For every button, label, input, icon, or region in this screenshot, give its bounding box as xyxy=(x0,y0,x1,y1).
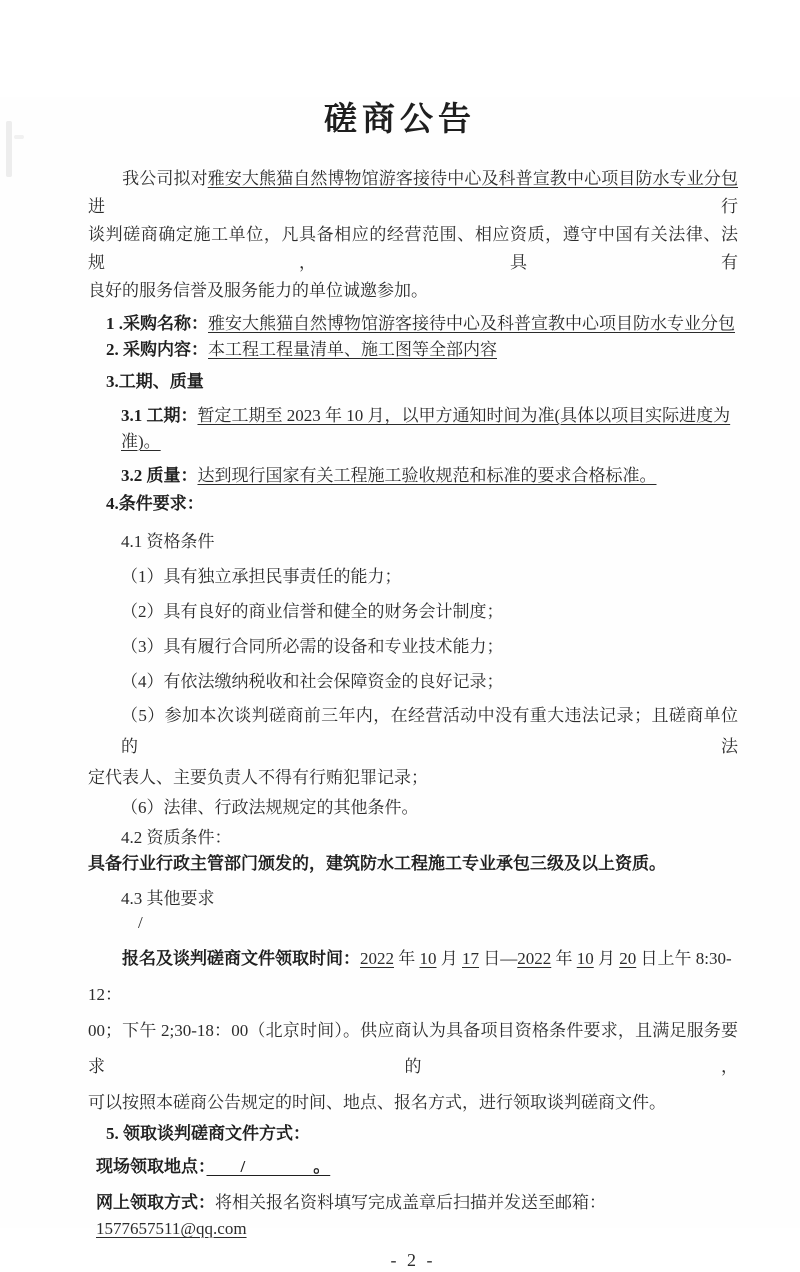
document-page xyxy=(0,97,800,1270)
condition-6: （6）法律、行政法规规定的其他条件。 xyxy=(121,798,419,817)
reg-year2: 2022 xyxy=(517,949,552,968)
reg-line1-tail: 日上午 8:30-12： xyxy=(88,949,732,1004)
onsite-label: 现场领取地点： xyxy=(96,1157,207,1176)
scan-artifact xyxy=(14,135,24,139)
reg-day1: 17 xyxy=(462,949,479,968)
intro-line-3: 良好的服务信誉及服务能力的单位诚邀参加。 xyxy=(88,281,428,300)
onsite-blank: / 。 xyxy=(206,1157,331,1176)
reg-month1: 10 xyxy=(419,949,437,968)
credential-heading: 4.2 资质条件： xyxy=(121,828,232,847)
schedule-heading: 3.工期、质量 xyxy=(106,372,204,391)
registration-label: 报名及谈判磋商文件领取时间： xyxy=(122,949,360,968)
condition-5-line-2: 定代表人、主要负责人不得有行贿犯罪记录； xyxy=(88,768,428,787)
condition-5-line-1: （5）参加本次谈判磋商前三年内，在经营活动中没有重大违法记录；且磋商单位的法 xyxy=(121,706,738,756)
procurement-content-value: 本工程工程量清单、施工图等全部内容 xyxy=(208,340,497,359)
other-requirements-heading: 4.3 其他要求 xyxy=(121,889,215,908)
reg-sep: 日— xyxy=(479,949,518,968)
intro-tail: 进行 xyxy=(88,197,738,216)
quality-row xyxy=(88,463,738,489)
reg-sep: 年 xyxy=(551,949,577,968)
quality-label: 3.2 质量： xyxy=(121,466,198,485)
intro-line-1 xyxy=(88,165,738,221)
reg-sep: 年 xyxy=(394,949,420,968)
procurement-name-label: 1 .采购名称： xyxy=(106,314,208,333)
registration-line-1 xyxy=(88,941,738,1013)
online-email: 1577657511@qq.com xyxy=(96,1219,247,1238)
reg-year1: 2022 xyxy=(360,949,394,968)
online-label: 网上领取方式： xyxy=(96,1193,215,1212)
reg-sep: 月 xyxy=(593,949,620,968)
other-requirements-value: / xyxy=(138,913,143,932)
duration-value: 暂定工期至 2023 年 10 月，以甲方通知时间为准(具体以项目实际进度为准)。 xyxy=(121,406,731,451)
condition-1: （1）具有独立承担民事责任的能力； xyxy=(121,567,402,586)
procurement-name-value: 雅安大熊猫自然博物馆游客接待中心及科普宣教中心项目防水专业分包 xyxy=(208,314,735,333)
duration-row xyxy=(88,403,738,455)
duration-label: 3.1 工期： xyxy=(121,406,198,425)
intro-line-2: 谈判磋商确定施工单位，凡具备相应的经营范围、相应资质，遵守中国有关法律、法规，具有 xyxy=(88,225,738,272)
reg-day2: 20 xyxy=(619,949,637,968)
intro-paragraph xyxy=(88,165,738,305)
page-title: 磋商公告 xyxy=(324,102,476,138)
qualification-heading: 4.1 资格条件 xyxy=(121,532,215,551)
condition-2: （2）具有良好的商业信誉和健全的财务会计制度； xyxy=(121,602,504,621)
reg-month2: 10 xyxy=(576,949,594,968)
page-number: - 2 - xyxy=(390,1250,436,1270)
collection-heading: 5. 领取谈判磋商文件方式： xyxy=(106,1124,310,1143)
online-row xyxy=(88,1190,738,1242)
procurement-content-row xyxy=(88,337,738,363)
requirements-heading: 4.条件要求： xyxy=(106,494,204,513)
credential-value: 具备行业行政主管部门颁发的，建筑防水工程施工专业承包三级及以上资质。 xyxy=(88,854,666,873)
registration-paragraph xyxy=(88,941,738,1121)
procurement-name-row xyxy=(88,311,738,337)
procurement-content-label: 2. 采购内容： xyxy=(106,340,208,359)
online-text: 将相关报名资料填写完成盖章后扫描并发送至邮箱： xyxy=(215,1193,606,1212)
intro-lead: 我公司拟对 xyxy=(122,169,208,188)
onsite-row xyxy=(88,1154,738,1180)
project-name-underlined: 雅安大熊猫自然博物馆游客接待中心及科普宣教中心项目防水专业分包 xyxy=(207,169,739,188)
quality-value: 达到现行国家有关工程施工验收规范和标准的要求合格标准。 xyxy=(197,466,657,485)
condition-3: （3）具有履行合同所必需的设备和专业技术能力； xyxy=(121,637,504,656)
reg-sep: 月 xyxy=(436,949,462,968)
scan-artifact xyxy=(6,121,12,177)
registration-line-3: 可以按照本磋商公告规定的时间、地点、报名方式，进行领取谈判磋商文件。 xyxy=(88,1093,666,1112)
registration-line-2: 00；下午 2;30-18：00（北京时间）。供应商认为具备项目资格条件要求，且满足服务要求的， xyxy=(88,1021,738,1076)
condition-4: （4）有依法缴纳税收和社会保障资金的良好记录； xyxy=(121,672,504,691)
